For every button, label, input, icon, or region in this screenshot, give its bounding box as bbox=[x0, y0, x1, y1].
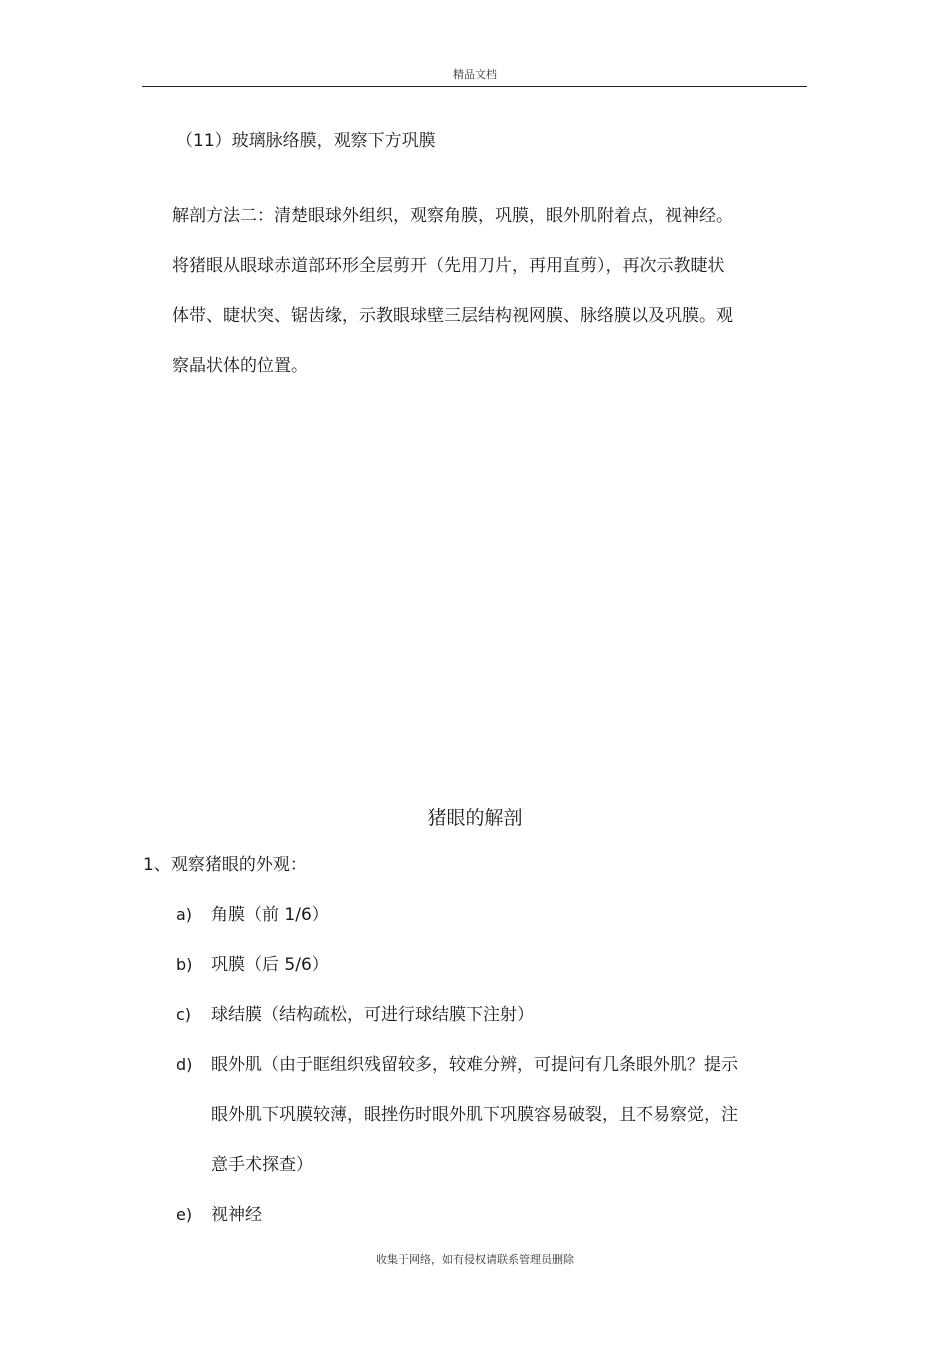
list-item-text: 球结膜（结构疏松，可进行球结膜下注射） bbox=[211, 1005, 534, 1025]
list-item-text: 眼外肌（由于眶组织残留较多，较难分辨，可提问有几条眼外肌？提示 bbox=[211, 1055, 738, 1075]
step-1-heading: 1、观察猪眼的外观： bbox=[143, 855, 307, 875]
page-header: 精品文档 bbox=[453, 68, 497, 81]
list-marker: e) bbox=[176, 1205, 193, 1224]
method2-line: 将猪眼从眼球赤道部环形全层剪开（先用刀片，再用直剪），再次示教睫状 bbox=[172, 256, 725, 276]
step-11-text: （11）玻璃脉络膜，观察下方巩膜 bbox=[176, 131, 436, 151]
list-marker: b) bbox=[176, 955, 193, 974]
method2-line: 体带、睫状突、锯齿缘，示教眼球壁三层结构视网膜、脉络膜以及巩膜。观 bbox=[172, 306, 733, 326]
method2-line: 察晶状体的位置。 bbox=[172, 356, 308, 376]
list-item-text: 意手术探查） bbox=[211, 1155, 313, 1175]
list-item-text: 视神经 bbox=[211, 1205, 262, 1225]
list-item-text: 眼外肌下巩膜较薄，眼挫伤时眼外肌下巩膜容易破裂，且不易察觉，注 bbox=[211, 1105, 738, 1125]
list-item-text: 角膜（前 1/6） bbox=[211, 905, 329, 925]
method2-line: 解剖方法二：清楚眼球外组织，观察角膜，巩膜，眼外肌附着点，视神经。 bbox=[172, 206, 733, 226]
list-marker: d) bbox=[176, 1055, 193, 1074]
list-marker: c) bbox=[176, 1005, 192, 1024]
header-rule bbox=[142, 86, 807, 87]
page-footer: 收集于网络，如有侵权请联系管理员删除 bbox=[376, 1253, 574, 1266]
section-title: 猪眼的解剖 bbox=[427, 807, 523, 829]
list-item-text: 巩膜（后 5/6） bbox=[211, 955, 329, 975]
list-marker: a) bbox=[176, 905, 193, 924]
